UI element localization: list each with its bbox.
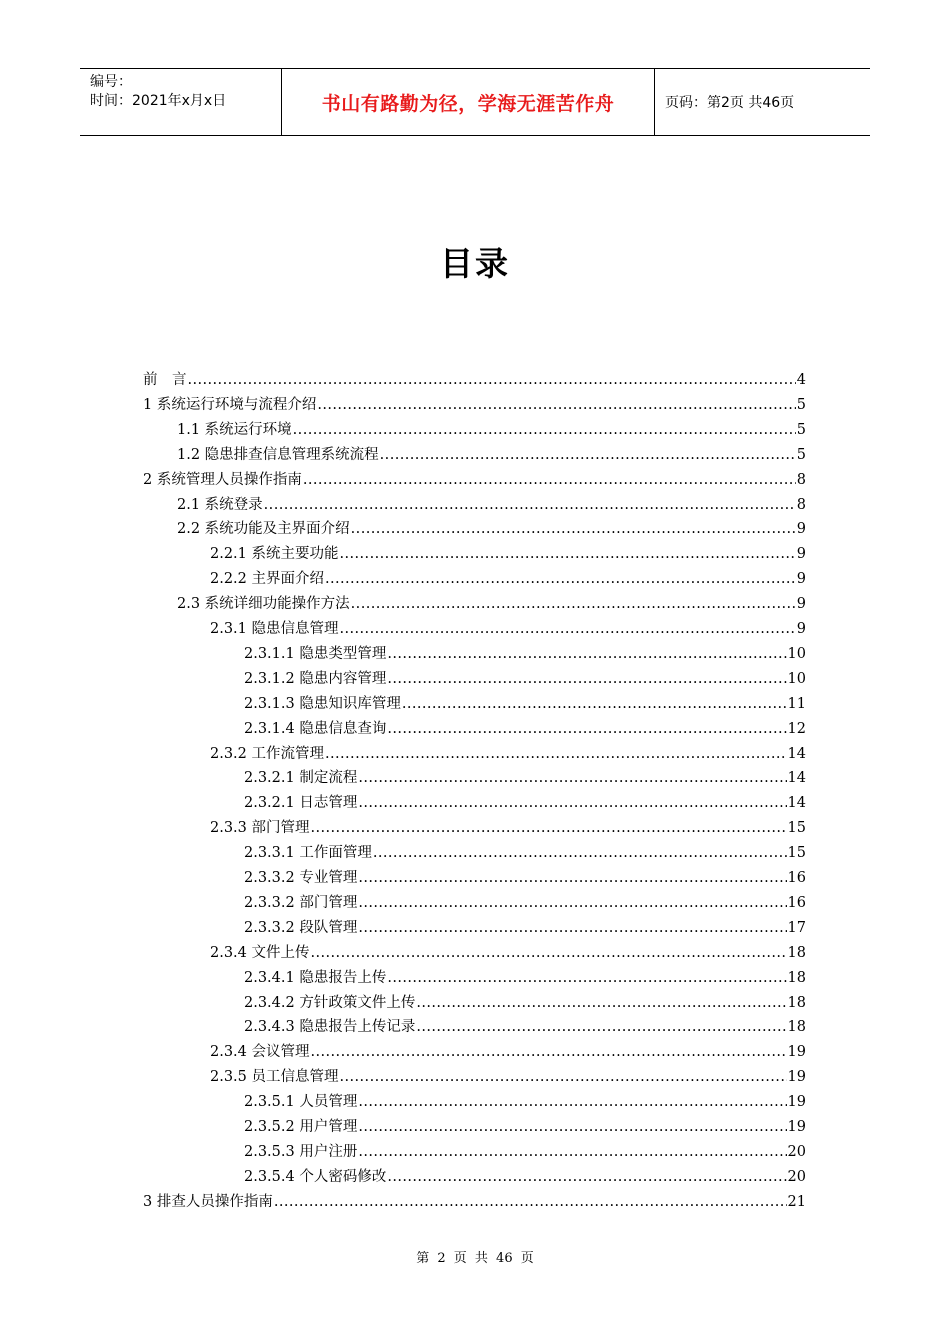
toc-entry-page: 14 <box>787 770 806 787</box>
toc-entry-title: 2.3.5 员工信息管理 <box>210 1069 339 1086</box>
toc-leader-dots <box>325 571 796 587</box>
toc-entry-title: 2.3.4 会议管理 <box>210 1044 310 1061</box>
toc-entry-title: 2 系统管理人员操作指南 <box>143 471 302 488</box>
toc-entry[interactable] <box>210 742 806 764</box>
toc-entry-title: 2.3.5.2 用户管理 <box>244 1119 358 1135</box>
toc-entry-page: 19 <box>787 1044 806 1061</box>
toc-entry-title: 2.3.3.2 专业管理 <box>244 870 358 886</box>
toc-leader-dots <box>358 770 786 786</box>
toc-entry[interactable] <box>177 517 806 539</box>
toc-entry-page: 9 <box>796 546 806 563</box>
toc-leader-dots <box>387 646 786 662</box>
toc-entry[interactable] <box>244 717 806 739</box>
toc-entry-title: 2.3.2 工作流管理 <box>210 745 325 762</box>
toc-leader-dots <box>380 447 796 463</box>
toc-entry-title: 2.3.5.4 个人密码修改 <box>244 1168 387 1185</box>
toc-entry[interactable] <box>244 642 806 664</box>
toc-entry-title: 3 排查人员操作指南 <box>143 1193 273 1210</box>
toc-leader-dots <box>358 1144 786 1160</box>
toc-leader-dots <box>303 472 796 488</box>
header-number: 编号： <box>90 74 132 90</box>
toc-entry-page: 12 <box>787 720 806 737</box>
toc-entry-page: 11 <box>787 695 806 712</box>
toc-entry-page: 17 <box>787 919 806 936</box>
toc-entry[interactable] <box>244 866 806 888</box>
toc-entry-title: 1.1 系统运行环境 <box>177 421 292 438</box>
toc-leader-dots <box>416 995 786 1011</box>
header-motto: 书山有路勤为径，学海无涯苦作舟 <box>282 69 655 135</box>
toc-entry-title: 前 言 <box>143 372 187 388</box>
toc-entry-page: 18 <box>787 1019 806 1036</box>
toc-entry[interactable] <box>244 841 806 863</box>
toc-entry-title: 2.3.4.2 方针政策文件上传 <box>244 994 416 1011</box>
toc-entry-page: 9 <box>796 521 806 538</box>
toc-leader-dots <box>416 1019 786 1035</box>
toc-entry-page: 14 <box>787 795 806 812</box>
toc-entry-page: 10 <box>787 645 806 662</box>
toc-entry-title: 2.3.1.2 隐患内容管理 <box>244 670 387 687</box>
toc-entry[interactable] <box>244 1140 806 1162</box>
toc-leader-dots <box>358 795 786 811</box>
toc-leader-dots <box>311 1044 787 1060</box>
toc-entry[interactable] <box>244 766 806 788</box>
toc-leader-dots <box>293 422 796 438</box>
toc-entry-title: 2.3.2.1 日志管理 <box>244 795 358 812</box>
toc-entry[interactable] <box>244 692 806 714</box>
toc-entry-page: 19 <box>787 1094 806 1111</box>
toc-leader-dots <box>274 1194 787 1210</box>
toc-entry-title: 2.3.1 隐患信息管理 <box>210 621 339 637</box>
page-header <box>80 68 870 136</box>
toc-entry[interactable] <box>210 542 806 564</box>
toc-entry-title: 2.1 系统登录 <box>177 496 263 513</box>
toc-entry[interactable] <box>244 916 806 938</box>
toc-entry-title: 2.3 系统详细功能操作方法 <box>177 596 350 613</box>
toc-entry-title: 2.3.4.3 隐患报告上传记录 <box>244 1019 416 1036</box>
toc-entry[interactable] <box>210 1065 806 1087</box>
toc-leader-dots <box>387 970 786 986</box>
toc-entry[interactable] <box>244 1165 806 1187</box>
toc-leader-dots <box>325 746 787 762</box>
toc-entry[interactable] <box>244 1115 806 1137</box>
toc-leader-dots <box>317 397 795 413</box>
toc-entry-page: 9 <box>796 596 806 613</box>
toc-leader-dots <box>351 521 796 537</box>
toc-entry-page: 14 <box>787 745 806 762</box>
toc-entry-title: 2.3.3 部门管理 <box>210 820 310 837</box>
toc-entry-page: 19 <box>787 1069 806 1086</box>
toc-entry-page: 9 <box>796 571 806 588</box>
toc-leader-dots <box>358 870 786 886</box>
toc-leader-dots <box>358 1119 786 1135</box>
header-meta <box>80 69 282 135</box>
toc-leader-dots <box>188 372 796 388</box>
toc-leader-dots <box>387 721 786 737</box>
toc-leader-dots <box>358 920 786 936</box>
toc-entry[interactable] <box>244 966 806 988</box>
toc-entry-page: 8 <box>796 471 806 488</box>
toc-entry-page: 15 <box>787 845 806 862</box>
toc-entry[interactable] <box>210 1040 806 1062</box>
toc-entry-page: 8 <box>796 496 806 513</box>
toc-leader-dots <box>264 497 796 513</box>
toc-entry-page: 15 <box>787 820 806 837</box>
toc-entry[interactable] <box>244 791 806 813</box>
toc-entry-page: 18 <box>787 969 806 986</box>
toc-leader-dots <box>351 596 796 612</box>
toc-leader-dots <box>311 820 787 836</box>
toc-entry[interactable] <box>177 418 806 440</box>
toc-entry[interactable] <box>143 368 806 390</box>
toc-entry[interactable] <box>143 468 806 490</box>
toc-entry-page: 5 <box>796 446 806 463</box>
toc-entry-title: 2.3.3.2 部门管理 <box>244 894 358 911</box>
toc-entry-page: 16 <box>787 894 806 911</box>
toc-entry-title: 2.3.5.1 人员管理 <box>244 1094 358 1111</box>
toc-entry-title: 2.2 系统功能及主界面介绍 <box>177 521 350 538</box>
toc-entry[interactable] <box>210 816 806 838</box>
toc-entry[interactable] <box>143 1190 806 1212</box>
toc-entry-title: 2.3.1.4 隐患信息查询 <box>244 720 387 737</box>
toc-entry[interactable] <box>244 1015 806 1037</box>
toc-entry[interactable] <box>244 1090 806 1112</box>
toc-entry[interactable] <box>210 617 806 639</box>
toc-entry-title: 2.3.3.2 段队管理 <box>244 919 358 936</box>
toc-entry-page: 5 <box>796 421 806 438</box>
toc-entry-title: 1.2 隐患排查信息管理系统流程 <box>177 446 379 463</box>
toc-entry-page: 20 <box>787 1168 806 1185</box>
toc-entry-title: 2.2.2 主界面介绍 <box>210 571 325 588</box>
toc-entry-page: 18 <box>787 944 806 961</box>
toc-leader-dots <box>340 621 796 637</box>
toc-leader-dots <box>340 1069 787 1085</box>
toc-entry-title: 2.3.1.1 隐患类型管理 <box>244 645 387 662</box>
toc-leader-dots <box>387 671 786 687</box>
page-footer: 第 2 页 共 46 页 <box>416 1251 534 1266</box>
toc-entry-page: 10 <box>787 670 806 687</box>
toc-entry-title: 2.3.4 文件上传 <box>210 944 310 961</box>
toc-entry[interactable] <box>177 592 806 614</box>
toc-entry-page: 4 <box>796 372 806 388</box>
toc-entry[interactable] <box>177 443 806 465</box>
toc-leader-dots <box>402 696 787 712</box>
toc-entry-page: 18 <box>787 994 806 1011</box>
toc-leader-dots <box>311 945 787 961</box>
toc-entry-page: 9 <box>796 621 806 637</box>
toc-entry-title: 1 系统运行环境与流程介绍 <box>143 396 317 413</box>
toc-leader-dots <box>358 895 786 911</box>
toc-entry-title: 2.3.5.3 用户注册 <box>244 1143 358 1160</box>
toc-entry[interactable] <box>210 941 806 963</box>
toc-entry-page: 21 <box>787 1193 806 1210</box>
toc-leader-dots <box>387 1169 786 1185</box>
toc-entry-page: 19 <box>787 1119 806 1135</box>
toc-entry[interactable] <box>244 991 806 1013</box>
toc-leader-dots <box>358 1094 786 1110</box>
toc-entry[interactable] <box>244 891 806 913</box>
toc-entry-title: 2.3.2.1 制定流程 <box>244 770 358 787</box>
toc-entry-page: 20 <box>787 1143 806 1160</box>
toc-entry-title: 2.2.1 系统主要功能 <box>210 546 339 563</box>
toc-entry-title: 2.3.1.3 隐患知识库管理 <box>244 695 401 712</box>
header-time: 时间：2021年x月x日 <box>90 93 227 109</box>
toc-leader-dots <box>373 845 787 861</box>
page-title: 目录 <box>440 244 510 283</box>
toc-entry-page: 16 <box>787 870 806 886</box>
toc-entry[interactable] <box>143 393 806 415</box>
toc-entry[interactable] <box>177 493 806 515</box>
toc-entry-title: 2.3.4.1 隐患报告上传 <box>244 969 387 986</box>
toc-entry-page: 5 <box>796 396 806 413</box>
header-page-info: 页码：第2页 共46页 <box>665 95 795 111</box>
toc-entry-title: 2.3.3.1 工作面管理 <box>244 845 372 862</box>
toc-entry[interactable] <box>244 667 806 689</box>
toc-entry[interactable] <box>210 567 806 589</box>
toc-leader-dots <box>340 546 796 562</box>
